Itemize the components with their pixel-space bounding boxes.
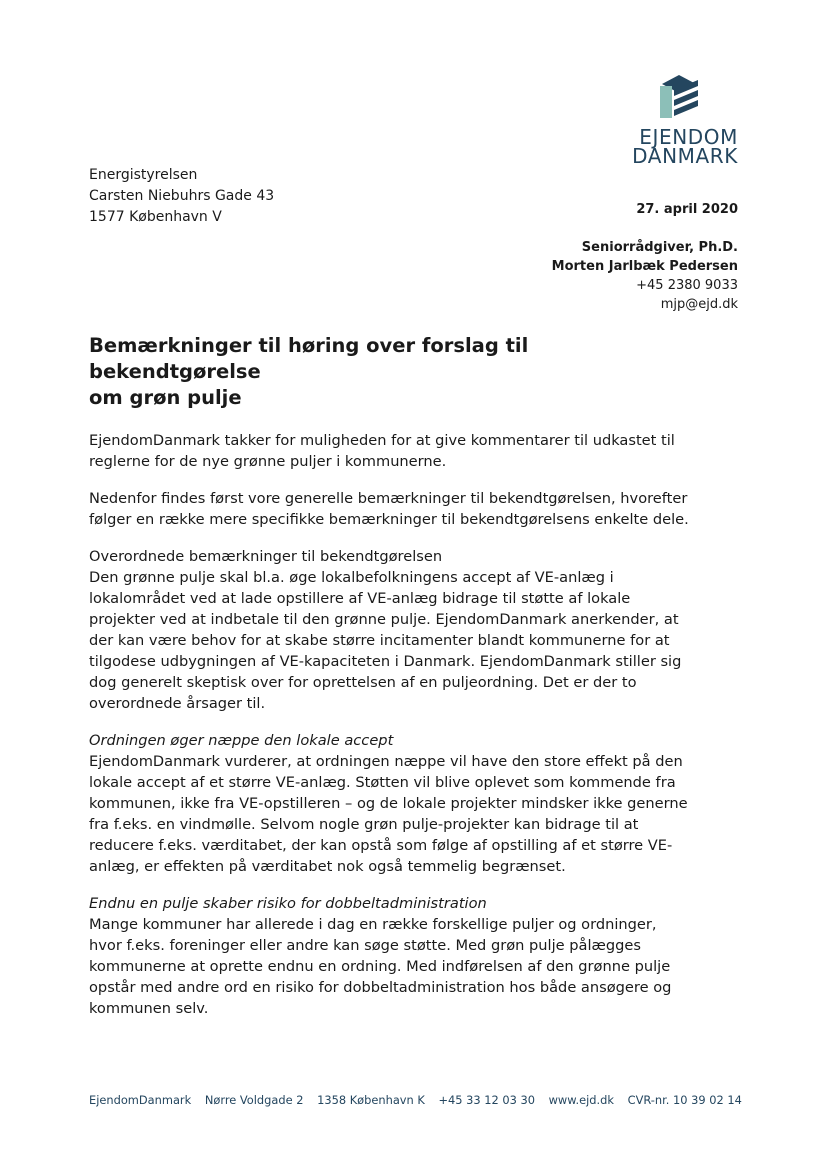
sender-info	[552, 238, 738, 314]
sender-email: mjp@ejd.dk	[660, 297, 738, 312]
footer-cvr: CVR-nr. 10 39 02 14	[627, 1093, 742, 1107]
intro-paragraph-1: EjendomDanmark takker for muligheden for at give kommentarer til udkastet til reglerne for de nye grønne puljer i kommunerne.	[89, 432, 675, 470]
section-heading-overall: Overordnede bemærkninger til bekendtgørelsen	[89, 548, 443, 565]
footer-phone: +45 33 12 03 30	[438, 1093, 535, 1107]
footer-street: Nørre Voldgade 2	[204, 1093, 304, 1107]
letter-date: 27. april 2020	[636, 202, 738, 217]
letter-footer	[89, 1093, 752, 1107]
sender-phone: +45 2380 9033	[636, 278, 738, 293]
section-text-double-admin: Mange kommuner har allerede i dag en række forskellige puljer og ordninger, hvor f.eks. foreninger eller andre kan søge støtte. Med grøn pulje pålægges kommunerne at oprette endnu en ordning. Med indførelsen af den grønne pulje opstår med andre ord en risiko for dobbeltadministration hos både ansøgere og kommunen selv.	[89, 916, 672, 1017]
section-text-accept: EjendomDanmark vurderer, at ordningen næppe vil have den store effekt på den lokale accept af et større VE-anlæg. Støtten vil blive oplevet som kommende fra kommunen, ikke fra VE-opstilleren – og de lokale projekter mindsker ikke generne fra f.eks. en vindmølle. Selvom nogle grøn pulje-projekter kan bidrage til at reducere f.eks. værditabet, der kan opstå som følge af opstilling af et større VE-anlæg, er effekten på værditabet nok også temmelig begrænset.	[89, 753, 688, 875]
ejendom-danmark-logo-icon	[652, 72, 706, 122]
sender-name: Morten Jarlbæk Pedersen	[551, 259, 738, 274]
recipient-street: Carsten Niebuhrs Gade 43	[89, 188, 275, 204]
section-heading-accept: Ordningen øger næppe den lokale accept	[89, 732, 394, 749]
logo-wordmark: EJENDOM DANMARK	[632, 125, 738, 168]
company-logo	[620, 72, 740, 166]
recipient-city: 1577 København V	[89, 209, 222, 225]
section-text-overall: Den grønne pulje skal bl.a. øge lokalbefolkningens accept af VE-anlæg i lokalområdet ved at lade opstillere af VE-anlæg bidrage til støtte af lokale projekter ved at indbetale til den grønne pulje. EjendomDanmark anerkender, at der kan være behov for at skabe større incitamenter blandt kommunerne for at tilgodese udbygningen af VE-kapaciteten i Danmark. EjendomDanmark stiller sig dog generelt skeptisk over for oprettelsen af en puljeordning. Det er der to overordnede årsager til.	[89, 569, 682, 712]
section-heading-double-admin: Endnu en pulje skaber risiko for dobbeltadministration	[89, 895, 487, 912]
letter-heading: Bemærkninger til høring over forslag til bekendtgørelse om grøn pulje	[89, 334, 529, 409]
recipient-address	[89, 165, 274, 228]
recipient-name: Energistyrelsen	[89, 167, 198, 183]
footer-website: www.ejd.dk	[548, 1093, 614, 1107]
letter-body	[89, 333, 689, 1035]
footer-company: EjendomDanmark	[89, 1093, 192, 1107]
footer-city: 1358 København K	[317, 1093, 425, 1107]
sender-title: Seniorrådgiver, Ph.D.	[581, 240, 738, 255]
intro-paragraph-2: Nedenfor findes først vore generelle bemærkninger til bekendtgørelsen, hvorefter følger en række mere specifikke bemærkninger til bekendtgørelsens enkelte dele.	[89, 490, 689, 528]
